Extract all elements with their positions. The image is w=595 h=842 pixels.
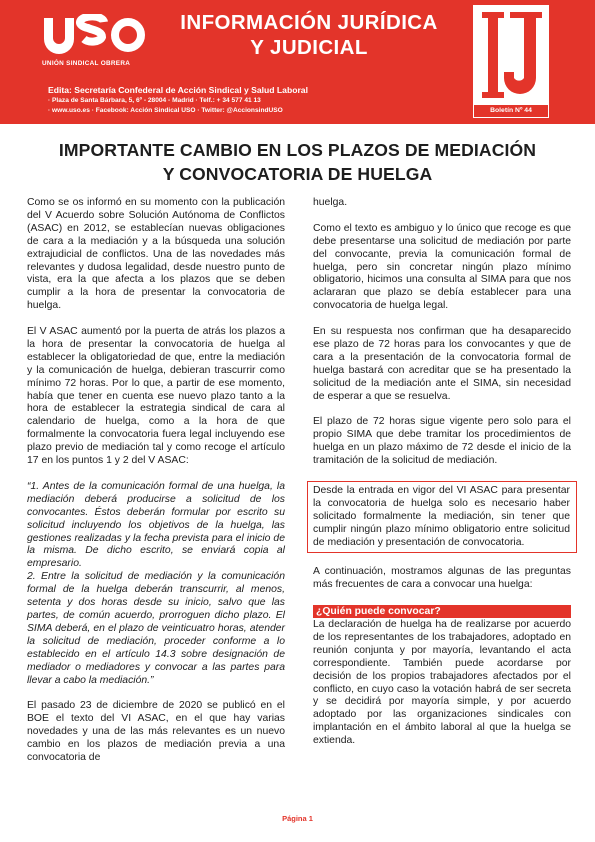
- paragraph: Como se os informó en su momento con la publicación del V Acuerdo sobre Solución Autónoma de Conflictos (ASAC) en 2012, se establecían nuevas obligaciones de cara a la mediación y a la búsqueda una solución extrajudicial de conflictos. Una de las novedades más relevantes y dudosa legalidad, desde nuestro punto de vista, era la que afecta a los plazos que se deben cumplir a la hora de presentar la convocatoria de huelga.: [27, 197, 285, 312]
- paragraph: El pasado 23 de diciembre de 2020 se publicó en el BOE el texto del VI ASAC, en el que hay varias novedades y una de las más relevantes es un nuevo cambio en los plazos de mediación previa a una convocatoria de: [27, 700, 285, 763]
- left-column: [27, 197, 285, 778]
- publisher-edita: Edita: Secretaría Confederal de Acción Sindical y Salud Laboral: [48, 85, 308, 95]
- paragraph: A continuación, mostramos algunas de las preguntas más frecuentes de cara a convocar una huelga:: [313, 566, 571, 591]
- quote-paragraph: “1. Antes de la comunicación formal de una huelga, la mediación deberá producirse a solicitud de los convocantes. Éstos deberán formular por escrito su solicitud incluyendo los objetivos de la huelga, las gestiones realizadas y la fecha prevista para el inicio de la misma. De dicho escrito, se enviará copia al empresario.: [27, 480, 285, 570]
- publisher-address: · Plaza de Santa Bárbara, 5, 6º - 28004 - Madrid · Telf.: + 34 577 41 13: [48, 97, 261, 104]
- bulletin-number: Boletín Nº 44: [474, 105, 548, 117]
- paragraph: huelga.: [313, 197, 348, 208]
- quote-paragraph: 2. Entre la solicitud de mediación y la comunicación formal de la huelga deberán transcurrir, al menos, setenta y dos horas desde su inicio, salvo que las partes, de común acuerdo, prorroguen dicho plazo. El SIMA deberá, en el plazo de veinticuatro horas, atender la solicitud de mediación, proceder conforme a lo establecido en el artículo 14.3 sobre designación de mediador o mediadores y convocar a las partes para llevar a cabo la mediación.”: [27, 571, 285, 686]
- publication-title: [156, 10, 462, 60]
- uso-logo-subtitle: UNIÓN SINDICAL OBRERA: [42, 60, 131, 67]
- article-headline: [30, 138, 565, 186]
- uso-logo-wordmark: [42, 14, 148, 54]
- paragraph: En su respuesta nos confirman que ha desaparecido ese plazo de 72 horas para los convocantes y que de cara a la presentación de la convocatoria formal de huelga bastará con acreditar que se ha presentado la solicitud de la mediación ante el SIMA, sin necesidad de esperar a que se resuelva.: [313, 326, 571, 402]
- ij-badge: [473, 5, 549, 118]
- ij-badge-icon: [474, 6, 550, 107]
- highlight-box: Desde la entrada en vigor del VI ASAC para presentar la convocatoria de huelga solo es necesario haber solicitado formalmente la mediación, sin tener que cumplir ningún plazo mínimo obligatorio entre solicitud de mediación y presentación de convocatoria.: [307, 481, 577, 554]
- article-headline-line1: IMPORTANTE CAMBIO EN LOS PLAZOS DE MEDIACIÓN: [58, 140, 537, 160]
- publication-title-line2: Y JUDICIAL: [250, 36, 368, 59]
- faq-question-heading: ¿Quién puede convocar?: [313, 605, 571, 618]
- paragraph: El plazo de 72 horas sigue vigente pero solo para el propio SIMA que debe tramitar los procedimientos de huelga en un plazo máximo de 72 desde el inicio de la tramitación de la solicitud de mediación.: [313, 416, 571, 467]
- article-headline-line2: Y CONVOCATORIA DE HUELGA: [162, 164, 433, 184]
- paragraph: El V ASAC aumentó por la puerta de atrás los plazos a la hora de presentar la convocatoria de huelga al establecer la obligatoriedad de que, entre la mediación y la comunicación de huelga, debieran trascurrir como mínimo 72 horas. Por lo que, a partir de ese momento, había que tener en cuenta ese nuevo plazo tanto a la hora de establecer la estrategia sindical de cara al calendario de huelga, como a la hora de que formalmente la convocatoria fuera legal incluyendo ese plazo previo de mediación tal y como recoge el artículo 17 en los puntos 1 y 2 del V ASAC:: [27, 326, 285, 467]
- faq-answer: La declaración de huelga ha de realizarse por acuerdo de los representantes de los trabajadores, adoptado en reunión conjunta y por mayoría, levantando el acta correspondiente. También puede acordarse por decisión de los propios trabajadores afectados por el conflicto, en cuyo caso la votación habrá de ser secreta y se decidirá por mayoría simple, y por acuerdo adoptado por las organizaciones sindicales con implantación en el ámbito laboral al que la huelga se extienda.: [313, 619, 571, 747]
- uso-logo-icon: [42, 14, 146, 54]
- publisher-web: · www.uso.es · Facebook: Acción Sindical USO · Twitter: @AccionsindUSO: [48, 107, 283, 114]
- document-header: [0, 0, 595, 124]
- publisher-info: [48, 85, 468, 116]
- uso-logo: [42, 14, 148, 67]
- page-number: Página 1: [282, 814, 313, 823]
- right-column: [313, 197, 571, 761]
- paragraph: Como el texto es ambiguo y lo único que recoge es que debe presentarse una solicitud de mediación por parte del convocante, previa la comunicación formal de huelga, pero sin concretar ningún plazo mínimo obligatorio, hicimos una consulta al SIMA para que nos aclararan que plazo se debía establecer para una convocatoria de huelga legal.: [313, 222, 571, 312]
- publication-title-line1: INFORMACIÓN JURÍDICA: [180, 11, 438, 34]
